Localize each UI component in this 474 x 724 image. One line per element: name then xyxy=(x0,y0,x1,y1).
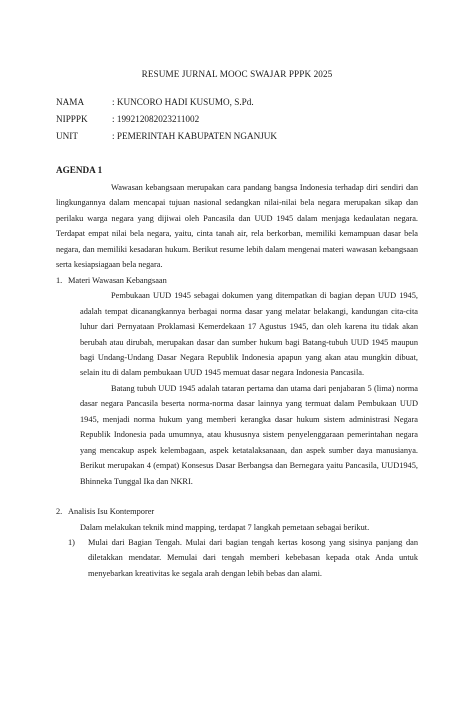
identity-value: : KUNCORO HADI KUSUMO, S.Pd. xyxy=(112,97,254,107)
list-item-number: 1) xyxy=(68,537,75,547)
document-title: RESUME JURNAL MOOC SWAJAR PPPK 2025 xyxy=(141,69,333,79)
identity-key: UNIT xyxy=(56,131,78,141)
identity-row-nipppk xyxy=(56,114,199,125)
identity-key: NAMA xyxy=(56,97,85,107)
section-title: Analisis Isu Kontemporer xyxy=(68,507,155,517)
section-2-heading xyxy=(56,504,418,519)
section-1-paragraph-1: Pembukaan UUD 1945 sebagai dokumen yang ditempatkan di bagian depan UUD 1945, adalah tempat dicanangkannya berbagai norma dasar yang melatar belakangi, kandungan cita-cita luhur dari Pernyataan Proklamasi Kemerdekaan 17 Agustus 1945, dan oleh karena itu tidak akan berubah atau dirubah, merupakan dasar dan sumber hukum bagi Batang-tubuh UUD 1945 maupun bagi Undang-Undang Dasar Negara Republik Indonesia apapun yang akan atau mungkin dibuat, selain itu di dalam pembukaan UUD 1945 memuat dasar negara Indonesia Pancasila. xyxy=(80,291,418,378)
agenda-heading: AGENDA 1 xyxy=(56,165,103,175)
section-title: Materi Wawasan Kebangsaan xyxy=(68,275,167,285)
identity-row-unit xyxy=(56,131,277,142)
section-number: 2. xyxy=(56,507,63,517)
section-1-content xyxy=(56,288,418,489)
list-item-text: Mulai dari Bagian Tengah. Mulai dari bagian tengah kertas kosong yang sisinya panjang dan diletakkan mendatar. Memulai dari tengah memberi kebebasan kepada otak Anda untuk menyebarkan kreativitas ke segala arah dengan lebih bebas dan alami. xyxy=(88,537,418,578)
spacer xyxy=(56,489,418,504)
intro-paragraph: Wawasan kebangsaan merupakan cara pandang bangsa Indonesia terhadap diri sendiri dan lingkungannya dalam mencapai tujuan nasional sedangkan nilai-nilai bela negara merupakan sikap dan perilaku warga negara yang dijiwai oleh Pancasila dan UUD 1945 dalam menjaga kedaulatan negara. Terdapat empat nilai bela negara, yaitu, cinta tanah air, rela berkorban, memiliki kemampuan dasar bela negara, dan memiliki kesadaran hukum. Berikut resume lebih dalam mengenai materi wawasan kebangsaan serta kesiapsiagaan bela negara. xyxy=(56,183,418,270)
document-body xyxy=(56,180,418,581)
identity-value: : PEMERINTAH KABUPATEN NGANJUK xyxy=(112,131,278,141)
section-number: 1. xyxy=(56,275,63,285)
section-2-content xyxy=(56,520,418,535)
identity-row-name xyxy=(56,97,254,108)
section-1-paragraph-2: Batang tubuh UUD 1945 adalah tataran pertama dan utama dari penjabaran 5 (lima) norma dasar negara Pancasila beserta norma-norma dasar lainnya yang termuat dalam Pembukaan UUD 1945, menjadi norma hukum yang memberi kerangka dasar hukum sistem administrasi Negara Republik Indonesia pada umumnya, atau khususnya sistem penyelenggaraan pemerintahan negara yang mencakup aspek kelembagaan, aspek ketatalaksanaan, dan aspek sumber daya manusianya. Berikut merupakan 4 (empat) Konsesus Dasar Berbangsa dan Bernegara yaitu Pancasila, UUD1945, Bhinneka Tunggal Ika dan NKRI. xyxy=(80,383,418,486)
identity-value: : 199212082023211002 xyxy=(112,114,200,124)
section-1-heading xyxy=(56,273,418,288)
list-item xyxy=(56,535,418,581)
identity-key: NIPPPK xyxy=(56,114,88,124)
section-2-intro: Dalam melakukan teknik mind mapping, terdapat 7 langkah pemetaan sebagai berikut. xyxy=(80,522,370,532)
